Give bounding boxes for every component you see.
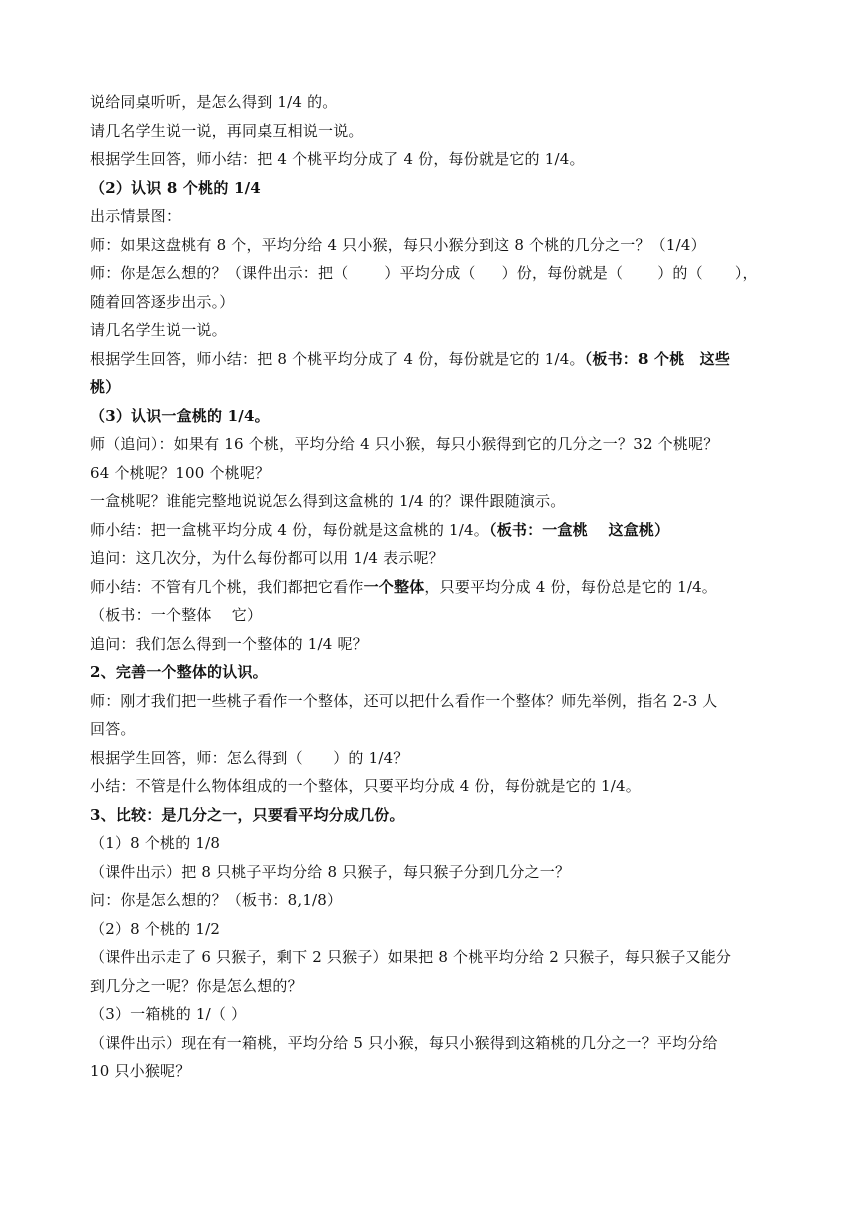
text-line: （课件出示走了 6 只猴子，剩下 2 只猴子）如果把 8 个桃平均分给 2 只猴子，每只猴子又能分 xyxy=(90,948,732,966)
text-span: 师：你是怎么想的？（课件出示：把（ xyxy=(90,264,349,282)
text-span: 师小结：不管有几个桃，我们都把它看作 xyxy=(90,577,364,596)
emphasis-text: 一个整体 xyxy=(363,577,425,596)
text-line: 根据学生回答，师：怎么得到（ ）的 1/4？ xyxy=(90,748,409,767)
board-note: （板书：8 个桃 这些 xyxy=(584,349,731,368)
text-line: 说给同桌听听，是怎么得到 1/4 的。 xyxy=(90,93,338,111)
text-line: 随着回答逐步出示。） xyxy=(90,292,235,311)
text-line-mixed xyxy=(90,573,810,602)
text-line: 师：如果这盘桃有 8 个，平均分给 4 只小猴，每只小猴分到这 8 个桃的几分之一？（1/4） xyxy=(90,235,706,254)
text-span: ）的（ xyxy=(657,264,703,282)
text-line: 回答。 xyxy=(90,720,136,738)
text-line: （课件出示）现在有一箱桃，平均分给 5 只小猴，每只小猴得到这箱桃的几分之一？平均分给 xyxy=(90,1033,718,1052)
text-line: 64 个桃呢？100 个桃呢？ xyxy=(90,463,271,482)
text-line: 到几分之一呢？你是怎么想的？ xyxy=(90,976,303,995)
text-line: （板书：一个整体 它） xyxy=(90,606,263,624)
text-line: 出示情景图： xyxy=(90,207,182,225)
text-line: 师：刚才我们把一些桃子看作一个整体，还可以把什么看作一个整体？师先举例，指名 2-3 人 xyxy=(90,691,718,710)
text-line: （3）一箱桃的 1/（ ） xyxy=(90,1005,247,1023)
text-line: 追问：我们怎么得到一个整体的 1/4 呢？ xyxy=(90,634,368,653)
text-span: ）， xyxy=(734,264,758,282)
text-line-mixed xyxy=(90,345,810,374)
text-line: 一盒桃呢？谁能完整地说说怎么得到这盒桃的 1/4 的？课件跟随演示。 xyxy=(90,492,566,510)
text-line: 师（追问）：如果有 16 个桃，平均分给 4 只小猴，每只小猴得到它的几分之一？32 个桃呢？ xyxy=(90,435,719,453)
text-span: ）份，每份就是（ xyxy=(501,264,624,282)
section-heading: 2、完善一个整体的认识。 xyxy=(90,663,268,681)
section-heading: （3）认识一盒桃的 1/4。 xyxy=(90,406,270,425)
text-line-with-blanks xyxy=(90,259,810,288)
text-line: 问：你是怎么想的？（板书：8,1/8） xyxy=(90,891,343,909)
text-span: 师小结：把一盒桃平均分成 4 份，每份就是这盒桃的 1/4。 xyxy=(90,520,489,539)
board-note: （板书：一盒桃 这盒桃） xyxy=(489,520,670,539)
document-body xyxy=(90,88,810,1086)
text-line: 根据学生回答，师小结：把 4 个桃平均分成了 4 份，每份就是它的 1/4。 xyxy=(90,150,585,168)
text-span: ）平均分成（ xyxy=(384,264,476,282)
text-line: （1）8 个桃的 1/8 xyxy=(90,834,221,852)
text-span: 根据学生回答，师小结：把 8 个桃平均分成了 4 份，每份就是它的 1/4。 xyxy=(90,349,585,368)
text-line: 追问：这几次分，为什么每份都可以用 1/4 表示呢？ xyxy=(90,549,444,567)
board-note: 桃） xyxy=(90,378,121,396)
text-line: 10 只小猴呢？ xyxy=(90,1062,191,1080)
text-line: （2）8 个桃的 1/2 xyxy=(90,919,221,938)
text-span: ，只要平均分成 4 份，每份总是它的 1/4。 xyxy=(424,577,718,596)
text-line: 小结：不管是什么物体组成的一个整体，只要平均分成 4 份，每份就是它的 1/4。 xyxy=(90,777,641,795)
section-heading: （2）认识 8 个桃的 1/4 xyxy=(90,178,261,197)
section-heading: 3、比较：是几分之一，只要看平均分成几份。 xyxy=(90,805,405,824)
text-line-mixed xyxy=(90,516,810,545)
text-line: 请几名学生说一说，再同桌互相说一说。 xyxy=(90,121,364,140)
text-line: 请几名学生说一说。 xyxy=(90,321,227,339)
text-line: （课件出示）把 8 只桃子平均分给 8 只猴子，每只猴子分到几分之一？ xyxy=(90,862,571,881)
